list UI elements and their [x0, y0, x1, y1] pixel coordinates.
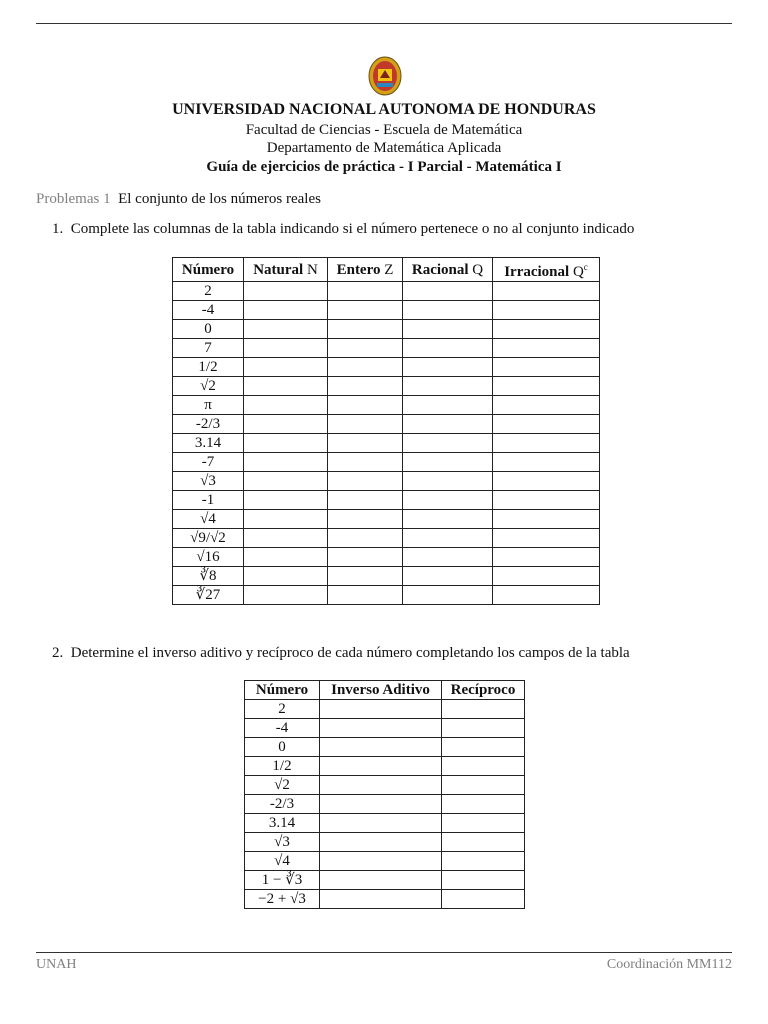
number-cell: √9/√2: [173, 529, 244, 548]
department-name: Departamento de Matemática Aplicada: [266, 140, 502, 156]
answer-cell[interactable]: [244, 320, 328, 339]
inverse-reciprocal-table: [244, 680, 525, 909]
number-cell: 1/2: [173, 358, 244, 377]
table-row: [245, 795, 525, 814]
number-cell: 7: [173, 339, 244, 358]
answer-cell[interactable]: [493, 415, 600, 434]
bottom-rule: [36, 952, 732, 953]
table-row: [245, 700, 525, 719]
answer-cell[interactable]: [328, 567, 403, 586]
table-row: [173, 548, 600, 567]
answer-cell[interactable]: [442, 738, 525, 757]
column-header: [244, 258, 328, 282]
column-header-label: Irracional: [504, 264, 570, 280]
question-2: [52, 645, 630, 662]
answer-cell[interactable]: [328, 548, 403, 567]
university-seal-icon: [368, 56, 402, 96]
answer-cell[interactable]: [442, 757, 525, 776]
answer-cell[interactable]: [442, 795, 525, 814]
table-row: [173, 415, 600, 434]
answer-cell[interactable]: [403, 339, 493, 358]
table-row: [245, 776, 525, 795]
answer-cell[interactable]: [320, 795, 442, 814]
answer-cell[interactable]: [493, 529, 600, 548]
table-row: [173, 567, 600, 586]
table-row: [245, 890, 525, 909]
table-row: [173, 358, 600, 377]
table-row: [245, 852, 525, 871]
answer-cell[interactable]: [244, 491, 328, 510]
answer-cell[interactable]: [328, 472, 403, 491]
number-cell: 2: [173, 282, 244, 301]
answer-cell[interactable]: [328, 415, 403, 434]
number-cell: ∛27: [173, 586, 244, 605]
table-row: [173, 282, 600, 301]
number-cell: π: [173, 396, 244, 415]
question-2-text: Determine el inverso aditivo y recíproco de cada número completando los campos de la tabla: [70, 645, 630, 661]
answer-cell[interactable]: [403, 510, 493, 529]
answer-cell[interactable]: [403, 434, 493, 453]
table-row: [173, 529, 600, 548]
top-rule: [36, 23, 732, 24]
university-name: UNIVERSIDAD NACIONAL AUTONOMA DE HONDURAS: [172, 101, 596, 118]
answer-cell[interactable]: [328, 510, 403, 529]
answer-cell[interactable]: [403, 453, 493, 472]
table-row: [173, 377, 600, 396]
answer-cell[interactable]: [493, 396, 600, 415]
answer-cell[interactable]: [328, 396, 403, 415]
answer-cell[interactable]: [328, 434, 403, 453]
footer-left: UNAH: [36, 957, 77, 972]
answer-cell[interactable]: [328, 491, 403, 510]
answer-cell[interactable]: [320, 852, 442, 871]
number-cell: 1 − ∛3: [245, 871, 320, 890]
column-header-superscript: c: [583, 262, 588, 272]
column-header: [403, 258, 493, 282]
answer-cell[interactable]: [244, 567, 328, 586]
number-cell: √2: [245, 776, 320, 795]
answer-cell[interactable]: [493, 491, 600, 510]
table-row: [245, 738, 525, 757]
answer-cell[interactable]: [403, 396, 493, 415]
column-header-symbol: Q: [572, 264, 584, 280]
answer-cell[interactable]: [320, 871, 442, 890]
problem-set-heading: [36, 191, 321, 208]
table-row: [173, 491, 600, 510]
answer-cell[interactable]: [244, 453, 328, 472]
answer-cell[interactable]: [403, 472, 493, 491]
number-cell: √3: [173, 472, 244, 491]
table-row: [173, 510, 600, 529]
answer-cell[interactable]: [320, 700, 442, 719]
number-cell: 3.14: [173, 434, 244, 453]
number-cell: 0: [173, 320, 244, 339]
table-row: [173, 339, 600, 358]
answer-cell[interactable]: [403, 491, 493, 510]
footer-right: Coordinación MM112: [606, 957, 732, 972]
number-cell: -4: [245, 719, 320, 738]
faculty-name: Facultad de Ciencias - Escuela de Matemática: [245, 122, 523, 138]
question-1: [52, 221, 634, 238]
answer-cell[interactable]: [442, 700, 525, 719]
answer-cell[interactable]: [493, 434, 600, 453]
answer-cell[interactable]: [442, 776, 525, 795]
answer-cell[interactable]: [493, 358, 600, 377]
number-cell: ∛8: [173, 567, 244, 586]
table-row: [173, 320, 600, 339]
answer-cell[interactable]: [493, 377, 600, 396]
table-row: [173, 586, 600, 605]
answer-cell[interactable]: [442, 719, 525, 738]
number-cell: √3: [245, 833, 320, 852]
table-header-row: [245, 681, 525, 700]
table-row: [245, 814, 525, 833]
answer-cell[interactable]: [493, 282, 600, 301]
number-cell: √2: [173, 377, 244, 396]
table-row: [173, 453, 600, 472]
answer-cell[interactable]: [244, 396, 328, 415]
answer-cell[interactable]: [244, 358, 328, 377]
answer-cell[interactable]: [442, 890, 525, 909]
column-header: [173, 258, 244, 282]
column-header-label: Natural: [253, 261, 304, 278]
answer-cell[interactable]: [244, 548, 328, 567]
answer-cell[interactable]: [493, 320, 600, 339]
answer-cell[interactable]: [403, 377, 493, 396]
column-header: [493, 258, 600, 282]
answer-cell[interactable]: [244, 472, 328, 491]
answer-cell[interactable]: [328, 586, 403, 605]
answer-cell[interactable]: [328, 358, 403, 377]
answer-cell[interactable]: [320, 890, 442, 909]
answer-cell[interactable]: [403, 529, 493, 548]
answer-cell[interactable]: [244, 434, 328, 453]
answer-cell[interactable]: [320, 833, 442, 852]
answer-cell[interactable]: [320, 776, 442, 795]
column-header: [328, 258, 403, 282]
problem-set-title: El conjunto de los números reales: [118, 191, 321, 207]
column-header-symbol: Q: [472, 261, 484, 278]
question-2-number: 2.: [52, 645, 64, 661]
answer-cell[interactable]: [320, 738, 442, 757]
number-cell: 2: [245, 700, 320, 719]
column-header-symbol: Z: [384, 261, 394, 278]
answer-cell[interactable]: [403, 282, 493, 301]
column-header: Inverso Aditivo: [320, 681, 442, 700]
answer-cell[interactable]: [403, 320, 493, 339]
problem-set-label: Problemas 1: [36, 191, 111, 207]
answer-cell[interactable]: [493, 567, 600, 586]
column-header-label: Número: [181, 261, 235, 278]
answer-cell[interactable]: [403, 586, 493, 605]
answer-cell[interactable]: [244, 339, 328, 358]
sets-membership-table: [172, 257, 600, 605]
answer-cell[interactable]: [403, 415, 493, 434]
answer-cell[interactable]: [328, 301, 403, 320]
answer-cell[interactable]: [328, 282, 403, 301]
answer-cell[interactable]: [442, 852, 525, 871]
table-row: [245, 871, 525, 890]
column-header-label: Entero: [336, 261, 381, 278]
table-row: [173, 301, 600, 320]
answer-cell[interactable]: [403, 567, 493, 586]
answer-cell[interactable]: [328, 529, 403, 548]
answer-cell[interactable]: [328, 320, 403, 339]
answer-cell[interactable]: [320, 719, 442, 738]
number-cell: -7: [173, 453, 244, 472]
number-cell: -2/3: [173, 415, 244, 434]
column-header: Recíproco: [442, 681, 525, 700]
table-row: [245, 719, 525, 738]
answer-cell[interactable]: [320, 757, 442, 776]
answer-cell[interactable]: [244, 529, 328, 548]
number-cell: 3.14: [245, 814, 320, 833]
question-1-text: Complete las columnas de la tabla indicando si el número pertenece o no al conjunto indicado: [70, 221, 635, 237]
answer-cell[interactable]: [244, 415, 328, 434]
answer-cell[interactable]: [442, 814, 525, 833]
table-row: [173, 472, 600, 491]
number-cell: −2 + √3: [245, 890, 320, 909]
answer-cell[interactable]: [493, 472, 600, 491]
table-row: [173, 396, 600, 415]
answer-cell[interactable]: [244, 282, 328, 301]
answer-cell[interactable]: [403, 358, 493, 377]
number-cell: √4: [245, 852, 320, 871]
guide-title: Guía de ejercicios de práctica - I Parcial - Matemática I: [206, 159, 562, 175]
table-header-row: [173, 258, 600, 282]
column-header-label: Racional: [411, 261, 469, 278]
answer-cell[interactable]: [493, 339, 600, 358]
number-cell: -1: [173, 491, 244, 510]
answer-cell[interactable]: [493, 510, 600, 529]
number-cell: 1/2: [245, 757, 320, 776]
answer-cell[interactable]: [320, 814, 442, 833]
answer-cell[interactable]: [244, 586, 328, 605]
number-cell: 0: [245, 738, 320, 757]
answer-cell[interactable]: [493, 453, 600, 472]
answer-cell[interactable]: [403, 301, 493, 320]
answer-cell[interactable]: [442, 871, 525, 890]
table-row: [245, 833, 525, 852]
answer-cell[interactable]: [244, 510, 328, 529]
answer-cell[interactable]: [493, 548, 600, 567]
answer-cell[interactable]: [493, 301, 600, 320]
column-header: Número: [245, 681, 320, 700]
answer-cell[interactable]: [244, 377, 328, 396]
number-cell: √4: [173, 510, 244, 529]
answer-cell[interactable]: [244, 301, 328, 320]
answer-cell[interactable]: [403, 548, 493, 567]
number-cell: √16: [173, 548, 244, 567]
answer-cell[interactable]: [328, 339, 403, 358]
answer-cell[interactable]: [493, 586, 600, 605]
answer-cell[interactable]: [328, 453, 403, 472]
table-row: [245, 757, 525, 776]
number-cell: -2/3: [245, 795, 320, 814]
answer-cell[interactable]: [328, 377, 403, 396]
question-1-number: 1.: [52, 221, 64, 237]
column-header-symbol: N: [306, 261, 318, 278]
number-cell: -4: [173, 301, 244, 320]
table-row: [173, 434, 600, 453]
answer-cell[interactable]: [442, 833, 525, 852]
